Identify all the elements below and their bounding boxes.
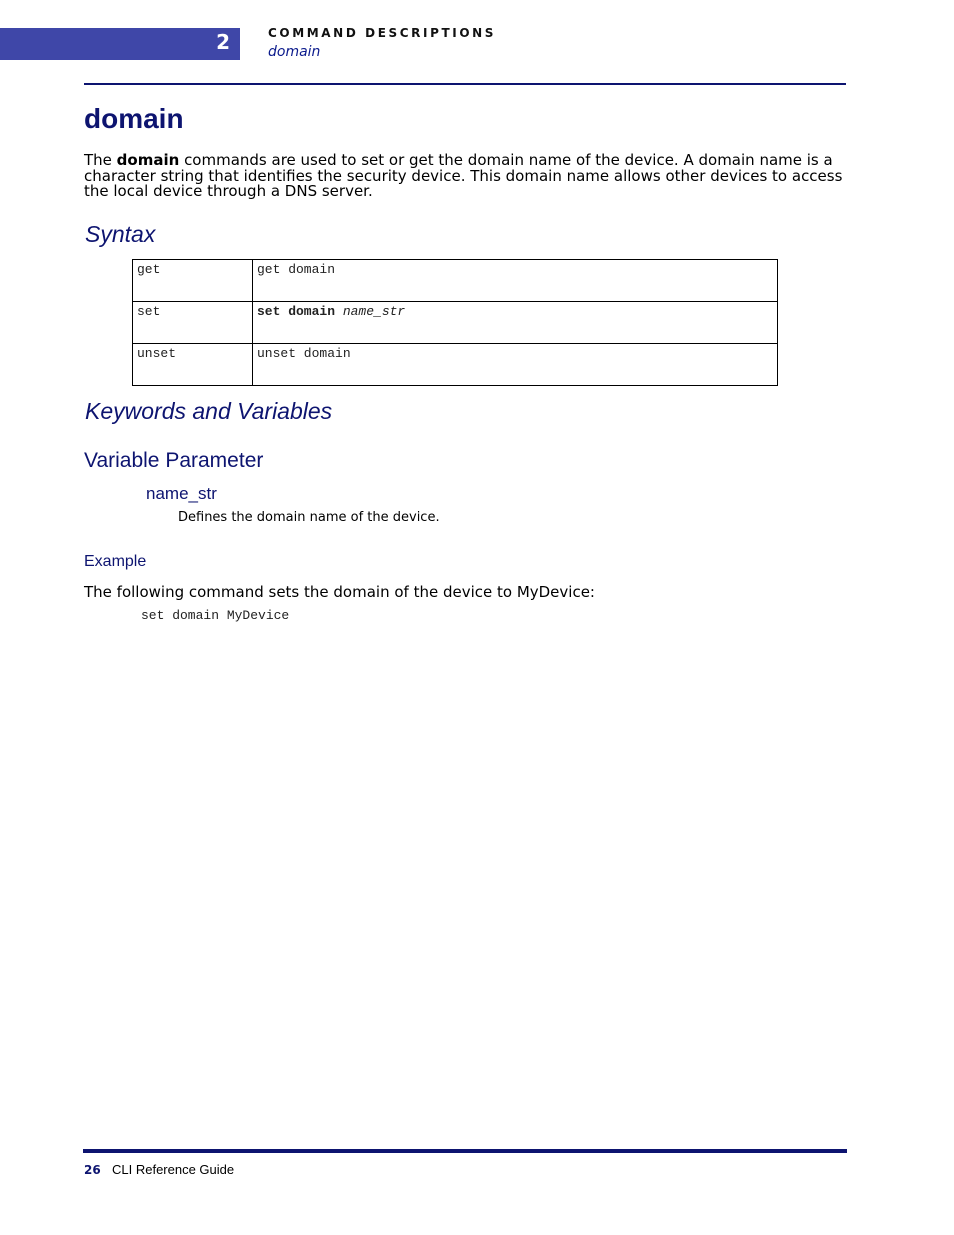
syntax-command: set domain bbox=[257, 304, 336, 319]
table-row bbox=[133, 260, 778, 302]
syntax-command-cell bbox=[253, 302, 778, 344]
chapter-number: 2 bbox=[216, 30, 230, 54]
syntax-command: get domain bbox=[257, 262, 336, 277]
syntax-label-cell: set bbox=[133, 302, 253, 344]
chapter-tab bbox=[0, 28, 240, 60]
running-header-section: COMMAND DESCRIPTIONS bbox=[268, 26, 497, 40]
example-text: The following command sets the domain of the device to MyDevice: bbox=[84, 583, 595, 601]
keywords-heading: Keywords and Variables bbox=[85, 398, 333, 424]
intro-keyword: domain bbox=[116, 151, 180, 169]
variable-name-heading: name_str bbox=[146, 484, 217, 503]
syntax-heading: Syntax bbox=[85, 221, 156, 247]
footer-divider bbox=[83, 1149, 847, 1153]
header-divider bbox=[84, 83, 846, 85]
intro-prefix: The bbox=[84, 151, 117, 169]
syntax-label-cell: get bbox=[133, 260, 253, 302]
example-heading: Example bbox=[84, 553, 147, 570]
page-number: 26 bbox=[84, 1163, 101, 1177]
syntax-command-cell bbox=[253, 260, 778, 302]
syntax-command-cell bbox=[253, 344, 778, 386]
syntax-label-cell: unset bbox=[133, 344, 253, 386]
variable-description: Defines the domain name of the device. bbox=[178, 510, 440, 525]
page-title: domain bbox=[84, 103, 184, 134]
intro-paragraph bbox=[84, 153, 844, 200]
guide-title: CLI Reference Guide bbox=[112, 1162, 235, 1177]
variable-parameter-heading: Variable Parameter bbox=[84, 449, 264, 472]
example-code: set domain MyDevice bbox=[141, 608, 290, 623]
table-row bbox=[133, 344, 778, 386]
table-row bbox=[133, 302, 778, 344]
running-header-subtitle: domain bbox=[268, 44, 321, 60]
syntax-command: unset domain bbox=[257, 346, 351, 361]
syntax-variable: name_str bbox=[342, 304, 406, 319]
syntax-table bbox=[132, 259, 778, 386]
intro-suffix: commands are used to set or get the domain name of the device. A domain name is a character string that identifies the security device. This domain name allows other devices to access the local device through a DNS server. bbox=[84, 151, 843, 201]
